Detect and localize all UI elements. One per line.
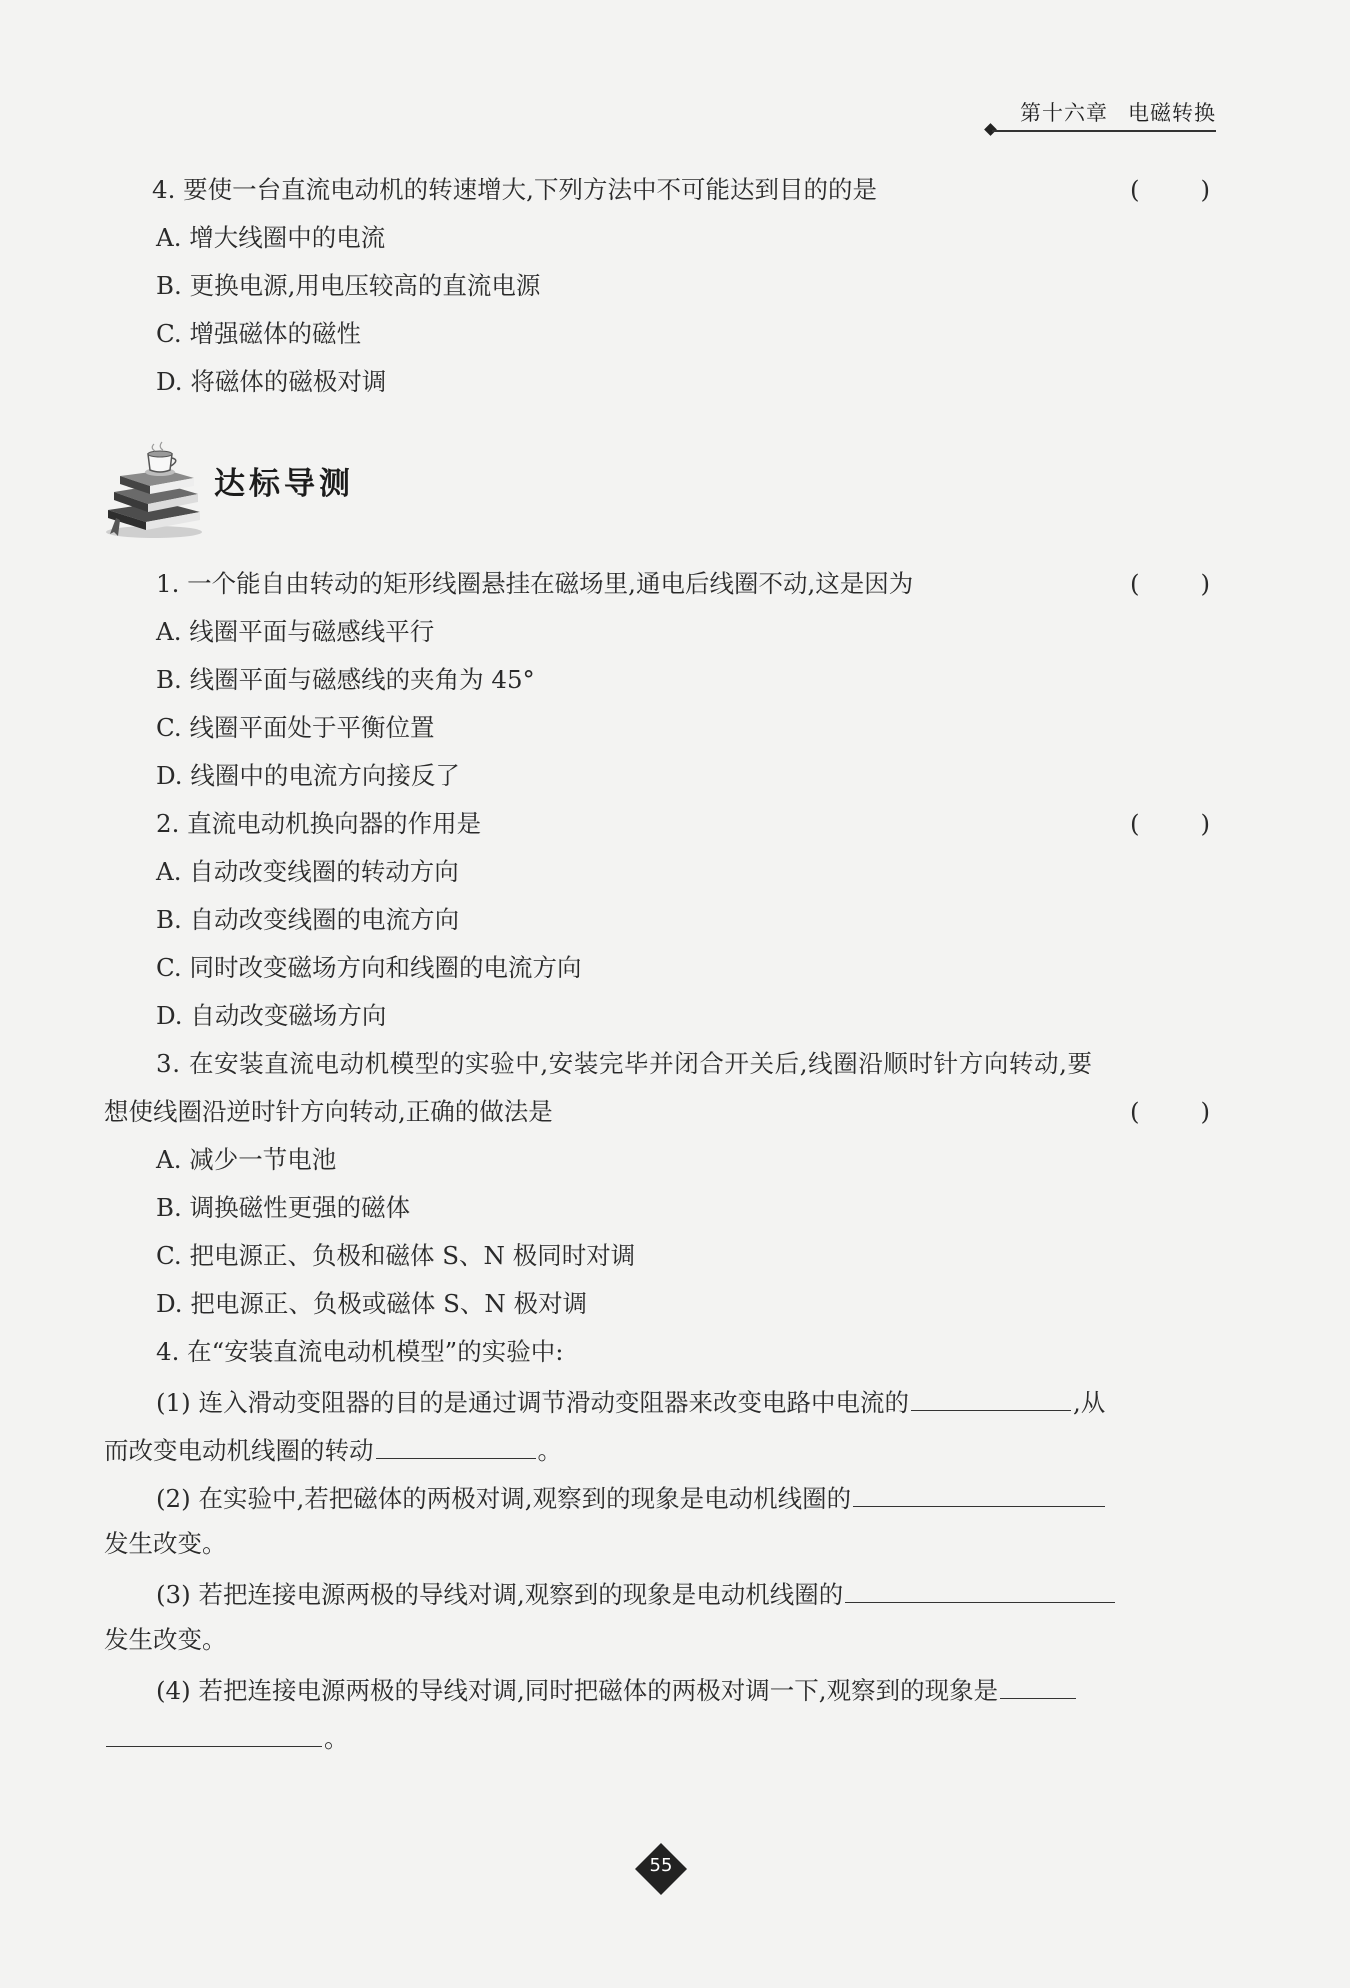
sub-question-text: (4) 若把连接电源两极的导线对调,同时把磁体的两极对调一下,观察到的现象是 (156, 1676, 999, 1705)
sub-question-4-row (0, 1668, 1350, 1708)
sub-question-3-row-2 (0, 1620, 1350, 1660)
sub-question-1-row-2 (0, 1428, 1350, 1468)
option-row (0, 948, 1350, 988)
question-stem: 2. 直流电动机换向器的作用是 (156, 809, 482, 838)
sub-question-text: (1) 连入滑动变阻器的目的是通过调节滑动变阻器来改变电路中电流的 (156, 1388, 909, 1417)
books-icon (100, 440, 208, 540)
option-row (0, 996, 1350, 1036)
option-c: C. 增强磁体的磁性 (156, 319, 361, 348)
option-c: C. 把电源正、负极和磁体 S、N 极同时对调 (156, 1241, 636, 1270)
option-d: D. 把电源正、负极或磁体 S、N 极对调 (156, 1289, 588, 1318)
question-4-stem-row (0, 1332, 1350, 1372)
sub-question-3-row (0, 1572, 1350, 1612)
chapter-number: 第十六章 (1020, 101, 1108, 125)
sub-question-2-row-2 (0, 1524, 1350, 1564)
answer-parentheses[interactable]: ( ) (1130, 175, 1210, 204)
option-c: C. 同时改变磁场方向和线圈的电流方向 (156, 953, 582, 982)
question-stem: 1. 一个能自由转动的矩形线圈悬挂在磁场里,通电后线圈不动,这是因为 (156, 569, 914, 598)
option-row (0, 612, 1350, 652)
sub-question-text: 。 (324, 1724, 349, 1753)
sub-question-text: (3) 若把连接电源两极的导线对调,观察到的现象是电动机线圈的 (156, 1580, 844, 1609)
sub-question-text: 。 (537, 1436, 562, 1465)
option-row (0, 362, 1350, 402)
answer-blank[interactable] (853, 1476, 1105, 1507)
question-3-stem-row-2 (0, 1092, 1350, 1132)
answer-blank[interactable] (911, 1380, 1071, 1411)
option-row (0, 218, 1350, 258)
option-row (0, 1188, 1350, 1228)
chapter-title: 电磁转换 (1128, 101, 1216, 125)
answer-blank[interactable] (1000, 1668, 1076, 1699)
option-a: A. 线圈平面与磁感线平行 (156, 617, 435, 646)
answer-blank[interactable] (376, 1428, 536, 1459)
question-2-stem-row (0, 804, 1350, 844)
option-a: A. 增大线圈中的电流 (156, 223, 386, 252)
option-row (0, 314, 1350, 354)
answer-blank[interactable] (845, 1572, 1115, 1603)
sub-question-text: 发生改变。 (104, 1625, 227, 1654)
header-rule (992, 130, 1216, 132)
answer-parentheses[interactable]: ( ) (1130, 1097, 1210, 1126)
question-stem: 3. 在安装直流电动机模型的实验中,安装完毕并闭合开关后,线圈沿顺时针方向转动,要 (156, 1049, 1093, 1078)
answer-parentheses[interactable]: ( ) (1130, 569, 1210, 598)
option-row (0, 660, 1350, 700)
option-d: D. 将磁体的磁极对调 (156, 367, 387, 396)
sub-question-1-row (0, 1380, 1350, 1420)
option-row (0, 1236, 1350, 1276)
option-row (0, 756, 1350, 796)
option-a: A. 减少一节电池 (156, 1145, 337, 1174)
option-b: B. 自动改变线圈的电流方向 (156, 905, 460, 934)
option-d: D. 自动改变磁场方向 (156, 1001, 387, 1030)
option-c: C. 线圈平面处于平衡位置 (156, 713, 435, 742)
sub-question-text: 发生改变。 (104, 1529, 227, 1558)
chapter-header (1020, 97, 1216, 127)
page-number: 55 (649, 1855, 673, 1876)
option-b: B. 线圈平面与磁感线的夹角为 45° (156, 665, 535, 694)
sub-question-2-row (0, 1476, 1350, 1516)
question-3-stem-row (0, 1044, 1350, 1084)
option-row (0, 900, 1350, 940)
question-1-stem-row (0, 564, 1350, 604)
section-title: 达标导测 (214, 466, 354, 502)
option-b: B. 更换电源,用电压较高的直流电源 (156, 271, 541, 300)
sub-question-4-row-2 (0, 1716, 1350, 1756)
sub-question-text: 而改变电动机线圈的转动 (104, 1436, 374, 1465)
sub-question-text: (2) 在实验中,若把磁体的两极对调,观察到的现象是电动机线圈的 (156, 1484, 852, 1513)
sub-question-text: ,从 (1073, 1388, 1106, 1417)
answer-blank[interactable] (106, 1716, 322, 1747)
question-stem: 4. 要使一台直流电动机的转速增大,下列方法中不可能达到目的的是 (152, 175, 877, 204)
question-stem-continued: 想使线圈沿逆时针方向转动,正确的做法是 (104, 1097, 553, 1126)
option-d: D. 线圈中的电流方向接反了 (156, 761, 460, 790)
question-stem: 4. 在“安装直流电动机模型”的实验中: (156, 1337, 564, 1366)
answer-parentheses[interactable]: ( ) (1130, 809, 1210, 838)
question-4-stem-row (0, 170, 1350, 210)
option-b: B. 调换磁性更强的磁体 (156, 1193, 411, 1222)
option-a: A. 自动改变线圈的转动方向 (156, 857, 459, 886)
option-row (0, 1284, 1350, 1324)
option-row (0, 266, 1350, 306)
option-row (0, 852, 1350, 892)
option-row (0, 708, 1350, 748)
option-row (0, 1140, 1350, 1180)
